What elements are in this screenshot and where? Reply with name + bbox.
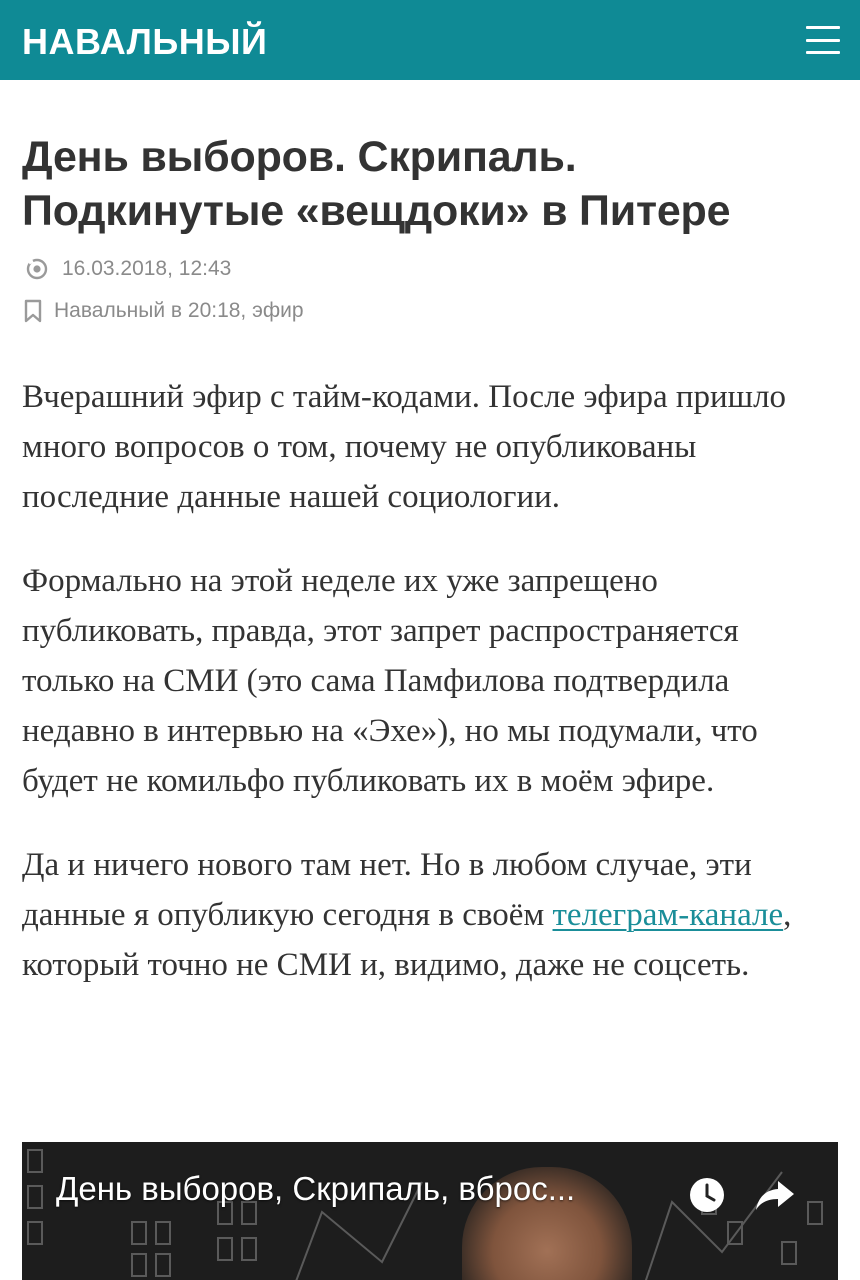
menu-line xyxy=(806,51,840,54)
clock-eye-icon xyxy=(26,258,48,280)
article-tag-link[interactable]: Навальный в 20:18, эфир xyxy=(54,299,304,322)
article-paragraph: Формально на этой неделе их уже запрещено публиковать, правда, этот запрет распространяется только на СМИ (это сама Памфилова подтвердила недавно в интервью на «Эхе»), но мы подумали, что будет не комильфо публиковать их в моём эфире. xyxy=(22,563,758,799)
article xyxy=(22,130,838,1024)
article-body xyxy=(22,372,838,990)
menu-line xyxy=(806,39,840,42)
site-header xyxy=(0,0,860,80)
menu-line xyxy=(806,26,840,29)
hamburger-menu-icon[interactable] xyxy=(806,26,840,54)
article-date-row xyxy=(22,248,838,290)
paragraph-text: Да и ничего нового там нет. Но в любом случае, эти данные я опубликую сегодня в своём xyxy=(22,847,752,933)
video-actions xyxy=(686,1174,796,1216)
article-date: 16.03.2018, 12:43 xyxy=(62,257,232,280)
clock-icon[interactable] xyxy=(686,1174,728,1216)
share-arrow-icon[interactable] xyxy=(754,1174,796,1216)
paragraph-text: , который точно не СМИ и, видимо, даже не соцсеть. xyxy=(22,897,792,983)
bookmark-icon xyxy=(22,300,44,322)
article-meta xyxy=(22,248,838,332)
article-paragraph xyxy=(22,840,838,990)
telegram-channel-link[interactable]: телеграм-канале xyxy=(552,897,784,933)
video-embed[interactable] xyxy=(22,1142,838,1280)
article-tag-row[interactable] xyxy=(22,290,838,332)
article-title: День выборов. Скрипаль. Подкинутые «вещдоки» в Питере xyxy=(22,133,731,235)
video-title[interactable]: День выборов, Скрипаль, вброс... xyxy=(56,1170,576,1207)
site-logo[interactable]: НАВАЛЬНЫЙ xyxy=(22,21,268,62)
article-paragraph: Вчерашний эфир с тайм-кодами. После эфира пришло много вопросов о том, почему не опубликованы последние данные нашей социологии. xyxy=(22,379,787,515)
